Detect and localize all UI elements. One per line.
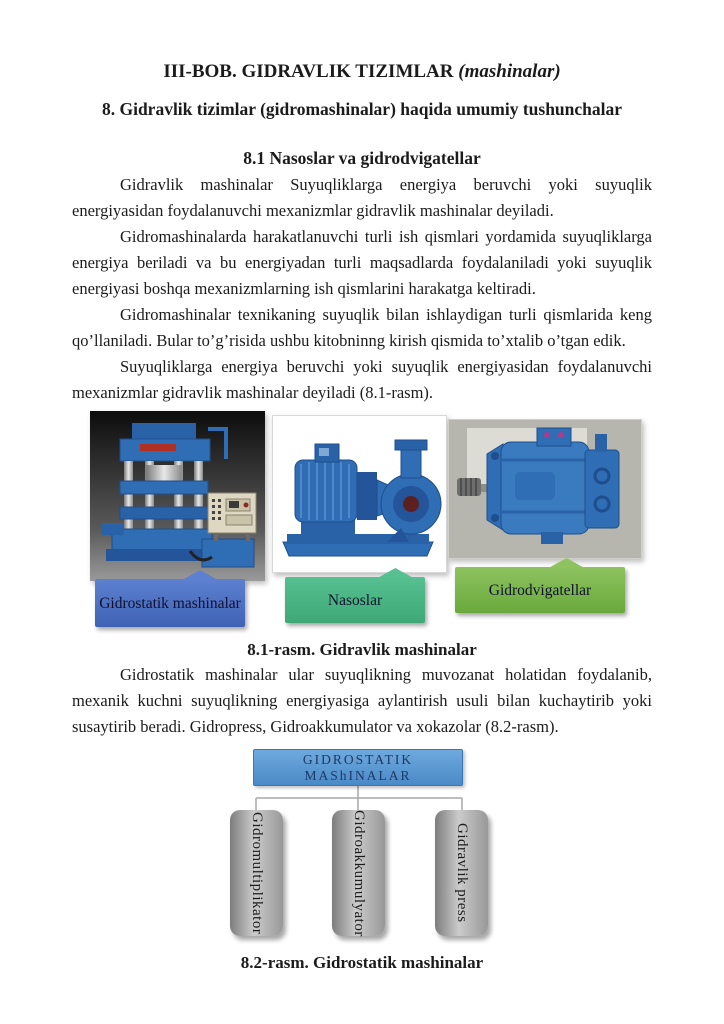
hydraulic-motor-photo xyxy=(448,419,642,559)
paragraph-2: Gidromashinalarda harakatlanuvchi turli ish qismlari yordamida suyuqliklarga energiya beriladi va bu energiyadan turli maqsadlarda foydalaniladi yoki suyuqlik energiyasi boshqa mexanizmlarning ish qismlarini harakatga keltiradi. xyxy=(72,227,652,298)
hydraulic-press-photo xyxy=(90,411,265,581)
label-text: Nasoslar xyxy=(327,591,383,609)
figure-8-1-caption: 8.1-rasm. Gidravlik mashinalar xyxy=(247,640,477,659)
diagram-box-gidroakkumulyator xyxy=(332,810,385,936)
figure-8-2-diagram xyxy=(72,749,652,936)
paragraph-4: Suyuqliklarga energiya beruvchi yoki suyuqlik energiyasidan foydalanuvchi mexanizmlar gidravlik mashinalar deyiladi (8.1-rasm). xyxy=(72,357,652,402)
chapter-title-main: III-BOB. GIDRAVLIK TIZIMLAR xyxy=(163,61,454,82)
subsection-title: 8.1 Nasoslar va gidrodvigatellar xyxy=(243,148,481,168)
diagram-box-label: Gidravlik press xyxy=(454,823,470,923)
diagram-box-gidromultiplikator xyxy=(230,810,283,936)
figure-8-2-caption: 8.2-rasm. Gidrostatik mashinalar xyxy=(240,953,484,972)
hydraulic-motor-illustration xyxy=(449,420,641,558)
chapter-title xyxy=(72,60,652,84)
paragraph-5: Gidrostatik mashinalar ular suyuqlikning muvozanat holatidan foydalanib, mexanik kuchni suyuqlikning energiyasiga aylantirish usuli bilan kuchaytirib yoki susaytirib beradi. Gidropress, Gidroakkumulator va xokazolar (8.2-rasm). xyxy=(72,665,652,736)
section-title: 8. Gidravlik tizimlar (gidromashinalar) haqida umumiy tushunchalar xyxy=(101,99,623,119)
diagram-box-label: Gidromultiplikator xyxy=(249,811,265,935)
diagram-root-box xyxy=(253,749,463,786)
centrifugal-pump-photo xyxy=(272,415,447,573)
diagram-box-gidravlik-press xyxy=(435,810,488,936)
diagram-box-label: Gidroakkumulyator xyxy=(351,809,367,937)
figure-8-1 xyxy=(72,411,652,631)
label-nasoslar xyxy=(285,577,425,623)
hydraulic-press-illustration xyxy=(90,411,265,581)
chapter-title-italic: (mashinalar) xyxy=(458,61,561,82)
label-text: Gidrodvigatellar xyxy=(488,581,592,599)
paragraph-1: Gidravlik mashinalar Suyuqliklarga energiya beruvchi yoki suyuqlik energiyasidan foydalanuvchi mexanizmlar gidravlik mashinalar deyiladi. xyxy=(72,175,652,220)
diagram-root-line1: GIDROSTATIK xyxy=(302,751,414,767)
centrifugal-pump-illustration xyxy=(273,416,446,572)
label-gidrostatik-mashinalar xyxy=(95,579,245,627)
label-gidrodvigatellar xyxy=(455,567,625,613)
diagram-root-line2: MAShINALAR xyxy=(304,767,412,783)
label-text: Gidrostatik mashinalar xyxy=(99,594,241,612)
callout-pointer xyxy=(549,558,585,568)
paragraph-3: Gidromashinalar texnikaning suyuqlik bilan ishlaydigan turli qismlarida keng qo’llaniladi. Bular to’g’risida ushbu kitobninng kirish qismida to’xtalib o’tgan edik. xyxy=(72,305,652,350)
